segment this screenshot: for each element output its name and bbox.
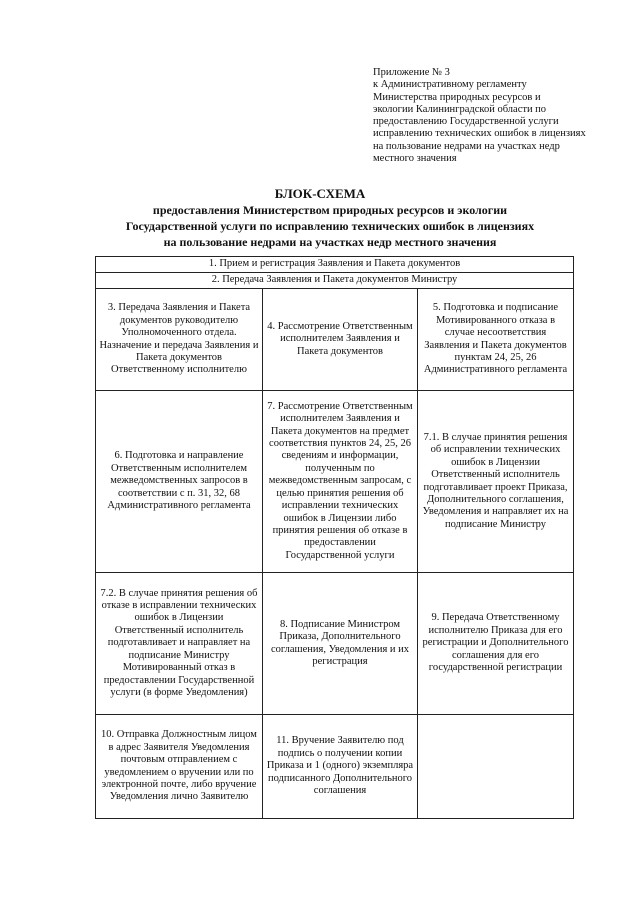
appendix-header [373,67,623,165]
step-9-cell: 9. Передача Ответственному исполнителю Приказа для его регистрации и Дополнительного соглашения для его государственной регистрации [418,573,574,715]
table-row [96,715,574,819]
step-7-2-cell: 7.2. В случае принятия решения об отказе в исправлении технических ошибок в Лицензии Ответственный исполнитель подготавливает и направляет на подписание Министру Мотивированный отказ в предоставлении Государственной услуги (в форме Уведомления) [96,573,263,715]
subtitle-line: предоставления Министерством природных ресурсов и экологии [152,203,508,217]
step-2-cell: 2. Передача Заявления и Пакета документов Министру [96,273,574,289]
empty-cell [418,715,574,819]
step-11-cell: 11. Вручение Заявителю под подпись о получении копии Приказа и 1 (одного) экземпляра подписанного Дополнительного соглашения [263,715,418,819]
flow-scheme-table [95,256,574,819]
step-10-cell: 10. Отправка Должностным лицом в адрес Заявителя Уведомления почтовым отправлением с уведомлением о вручении или по электронной почте, либо вручение Уведомления лично Заявителю [96,715,263,819]
step-7-cell: 7. Рассмотрение Ответственным исполнителем Заявления и Пакета документов на предмет соответствия пунктов 24, 25, 26 сведениям и информации, полученным по межведомственным запросам, с целью принятия решения об исправлении технических ошибок в Лицензии либо принятия решения об отказе в предоставлении Государственной услуги [263,391,418,573]
subtitle-line: Государственной услуги по исправлению технических ошибок в лицензиях [125,219,535,233]
appendix-line: на пользование недрами на участках недр [373,140,560,152]
step-4-cell: 4. Рассмотрение Ответственным исполнителем Заявления и Пакета документов [263,289,418,391]
step-5-cell: 5. Подготовка и подписание Мотивированного отказа в случае несоответствия Заявления и Пакета документов пунктам 24, 25, 26 Административного регламента [418,289,574,391]
table-row [96,289,574,391]
table-row [96,273,574,289]
table-row [96,573,574,715]
step-7-1-cell: 7.1. В случае принятия решения об исправлении технических ошибок в Лицензии Ответственный исполнитель подготавливает проект Приказа, Дополнительного соглашения, Уведомления и направляет их на подписание Министру [418,391,574,573]
document-title: БЛОК-СХЕМА [274,186,366,201]
step-3-cell: 3. Передача Заявления и Пакета документов руководителю Уполномоченного отдела. Назначение и передача Заявления и Пакета документов Ответственному исполнителю [96,289,263,391]
table-row [96,257,574,273]
appendix-line: к Административному регламенту [373,79,527,91]
table-row [96,391,574,573]
step-8-cell: 8. Подписание Министром Приказа, Дополнительного соглашения, Уведомления и их регистрация [263,573,418,715]
appendix-line: Приложение № 3 [373,67,450,78]
appendix-line: экологии Калининградской области по [373,103,547,115]
appendix-line: местного значения [373,153,457,165]
step-6-cell: 6. Подготовка и направление Ответственным исполнителем межведомственных запросов в соответствии с п. 31, 32, 68 Административного регламента [96,391,263,573]
document-subtitle [90,202,570,250]
step-1-cell: 1. Прием и регистрация Заявления и Пакета документов [96,257,574,273]
appendix-line: Министерства природных ресурсов и [373,91,541,103]
appendix-line: исправлению технических ошибок в лицензиях [373,128,586,140]
appendix-line: предоставлению Государственной услуги [373,116,559,128]
subtitle-line: на пользование недрами на участках недр местного значения [163,235,497,249]
